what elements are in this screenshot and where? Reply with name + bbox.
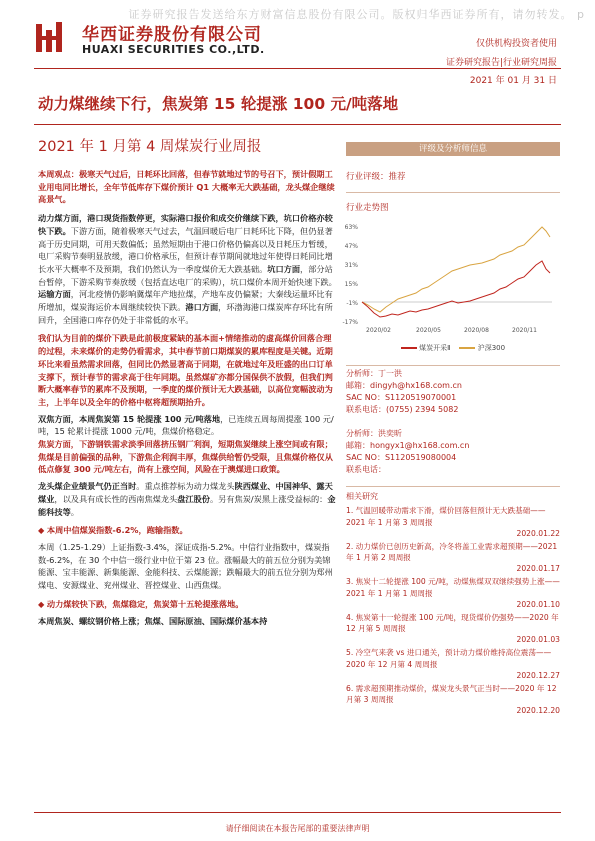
coke-paragraph: 双焦方面，本周焦炭第 15 轮提涨 100 元/吨落地，已连续五周每周提涨 100 元/吨，15 轮累计提涨 1000 元/吨，焦煤价格稳定。 焦炭方面，下游钢铁需求淡季回落挤压钢厂利润，短期焦炭继续上涨空间或有限；焦煤是目前偏强的品种，下游焦企利润丰厚，焦煤供给暂仍受限，且焦煤价格仅从低点修复 300 元/吨左右，尚有上涨空间，风险在于澳煤进口政策。 <box>38 413 334 475</box>
analyst-email[interactable]: 邮箱：hongyx1@hx168.com.cn <box>346 441 470 450</box>
y-tick-label: 63% <box>344 224 358 231</box>
footer-disclaimer: 请仔细阅读在本报告尾部的重要法律声明 <box>225 824 370 833</box>
analyst-sac: SAC NO：S1120519070001 <box>346 393 457 402</box>
report-date: 2021 年 01 月 31 日 <box>469 76 557 86</box>
diamond-icon: ◆ <box>38 525 47 536</box>
industry-rating: 行业评级：推荐 <box>346 172 406 182</box>
weekly-view: 本周观点：极寒天气过后，日耗环比回落，但春节就地过节的号召下，预计假期工业用电同比增长，全年节低库存下煤价预计 Q1 大概率无大跌基础，龙头煤企继续高景气。 <box>38 169 335 205</box>
rating-header: 评级及分析师信息 <box>346 142 560 156</box>
y-tick-label: 15% <box>344 281 358 288</box>
sidebar-divider <box>346 486 560 487</box>
huaxi-logo-icon <box>34 20 70 56</box>
analyst-phone: 联系电话：(0755) 2394 5082 <box>346 405 459 414</box>
thermal-coal-paragraph: 动力煤方面，港口现货指数停更，实际港口报价和成交价继续下跌，坑口价格亦较快下跌。下游方面，随着极寒天气过去，气温回暖后电厂日耗环比下降，但仍显著高于历史同期，可用天数偏低；虽然短期由于港口价格仍偏高以及日耗压力暂缓，电厂采购节奏明显放缓，港口价格承压，但预计春节期间就地过年使得日耗同比增长水平大概率不及预期，我们仍然认为一季度煤价无大跌基础。坑口方面，部分站台暂停，下游采购节奏放缓（包括直达电厂的采购），坑口煤价本周开始快速下跌。运输方面，河北疫情仍影响冀煤年产地拉煤，产地车皮仍偏紧；大秦线运量环比有所增加，煤炭海运价本周继续较快下跌。港口方面，环渤海港口煤炭库存环比有所回升，全国港口库存仍处于非常低的水平。 <box>38 213 337 325</box>
report-type: 证券研究报告|行业研究周报 <box>445 58 557 68</box>
index-paragraph: 本周（1.25-1.29）上证指数-3.4%，深证成指-5.2%。中信行业指数中，煤炭指数-6.2%，在 30 个中信一级行业中位于第 23 位。涨幅最大的前五位分别为美锦能源、宝丰能源、新集能源、金能科技、云煤能源；跌幅最大的前五位分别为郑州煤电、安源煤业、兖州煤业、晋控煤业、山西焦煤。 <box>38 541 333 591</box>
analyst-email[interactable]: 邮箱：dingyh@hx168.com.cn <box>346 381 462 390</box>
analyst-sac: SAC NO：S1120519080004 <box>346 453 457 462</box>
related-item[interactable]: 2. 动力煤价已创历史新高，冷冬将盖工业需求超预期——2021 年 1 月第 2 周周报 2020.01.17 <box>346 541 560 574</box>
index-bullet: ◆ 本周中信煤炭指数-6.2%，跑输指数。 <box>38 525 188 536</box>
analyst-phone: 联系电话： <box>346 465 386 474</box>
price-outlook-paragraph: 我们认为目前的煤价下跌是此前极度紧缺的基本面+情绪推动的虚高煤价回落合理的过程，未来煤价的走势仍看需求，其中春节前口期煤炭的累库程度是关键。近期环比来看虽然需求回落，但同比仍然显著高于同期，在就地过年及旺盛的出口订单支撑下，预计春节的需求高于往年同期。虽然煤矿亦都分国保供不放假，但我们判断大概率春节的累库不及预期，一季度的煤价预计无大跌基础，以高位宽幅波动为主，上半年以及全年的价格中枢将超预期抬升。 <box>38 333 333 407</box>
related-item[interactable]: 5. 冷空气来袭 vs 进口通关，预计动力煤价维持高位震荡——2020 年 12 月第 4 周周报 2020.12.27 <box>346 648 560 680</box>
title-divider <box>34 124 561 125</box>
sidebar <box>342 142 560 716</box>
chart-legend <box>346 343 560 353</box>
related-list <box>346 505 560 715</box>
diamond-icon: ◆ <box>38 598 47 609</box>
sidebar-divider <box>346 192 560 193</box>
analyst-name: 洪奕昕 <box>378 429 402 438</box>
sidebar-divider <box>346 365 560 366</box>
chart-label: 行业走势图 <box>346 203 389 213</box>
x-tick-label: 2020/05 <box>416 327 441 334</box>
y-tick-label: -17% <box>342 319 358 326</box>
y-tick-label: 47% <box>344 243 358 250</box>
y-tick-label: -1% <box>346 300 358 307</box>
analyst-block-1: 分析师：丁一洪 邮箱：dingyh@hx168.com.cn SAC NO：S1120519070001 联系电话：(0755) 2394 5082 <box>346 368 560 416</box>
related-item[interactable]: 1. 气温回暖带动需求下滑，煤价回落但预计无大跌基础——2021 年 1 月第 3 周周报 2020.01.22 <box>346 506 560 538</box>
analyst-block-2: 分析师：洪奕昕 邮箱：hongyx1@hx168.com.cn SAC NO：S1120519080004 联系电话： <box>346 428 560 476</box>
watermark: 证券研究报告发送给东方财富信息股份有限公司。版权归华西证券所有，请勿转发。 p <box>128 8 585 21</box>
csi300-line <box>362 227 550 312</box>
legend-coal: 煤炭开采Ⅱ <box>419 344 451 352</box>
legend-csi300: 沪深300 <box>477 344 506 352</box>
header-divider <box>34 68 561 69</box>
x-tick-label: 2020/08 <box>464 327 489 334</box>
footer-divider <box>34 812 561 813</box>
company-name-en: HUAXI SECURITIES CO.,LTD. <box>82 43 265 56</box>
recommendation-paragraph: 龙头煤企业绩景气仍正当时。重点推荐标为动力煤龙头陕西煤业、中国神华、露天煤业，以及具有成长性的西南焦煤龙头盘江股份。另有焦炭/炭黑上涨受益标的：金能科技等。 <box>38 481 336 517</box>
price-bullet: ◆ 动力煤较快下跌，焦煤稳定，焦炭第十五轮提涨落地。 <box>38 598 244 609</box>
legend-swatch-coal <box>401 347 417 349</box>
related-title: 相关研究 <box>346 492 378 501</box>
price-paragraph: 本周焦炭、螺纹钢价格上涨；焦煤、国际原油、国际煤价基本持 <box>38 615 268 626</box>
related-item[interactable]: 6. 需求超预期推动煤价，煤炭龙头景气正当时——2020 年 12 月第 3 周周报 2020.12.20 <box>346 683 560 716</box>
related-item[interactable]: 4. 焦炭第十一轮提涨 100 元/吨，现货煤价仍强势——2020 年 12 月第 5 周周报 2020.01.03 <box>346 612 560 645</box>
x-tick-label: 2020/11 <box>512 327 537 334</box>
report-subtitle: 2021 年 1 月第 4 周煤炭行业周报 <box>38 139 262 155</box>
y-axis-labels <box>342 224 358 326</box>
company-name-cn: 华西证券股份有限公司 <box>82 25 262 45</box>
x-axis-labels <box>366 327 537 334</box>
report-title: 动力煤继续下行，焦炭第 15 轮提涨 100 元/吨落地 <box>38 95 399 113</box>
x-tick-label: 2020/02 <box>366 327 391 334</box>
industry-trend-chart <box>342 217 560 337</box>
legend-swatch-csi300 <box>459 347 475 349</box>
analyst-name: 丁一洪 <box>378 369 402 378</box>
y-tick-label: 31% <box>344 262 358 269</box>
related-item[interactable]: 3. 焦炭十二轮提涨 100 元/吨，动煤焦煤双双继续强势上涨——2021 年 1 月第 1 周周报 2020.01.10 <box>346 577 560 609</box>
main-body <box>38 168 338 629</box>
audience-note: 仅供机构投资者使用 <box>475 39 557 49</box>
